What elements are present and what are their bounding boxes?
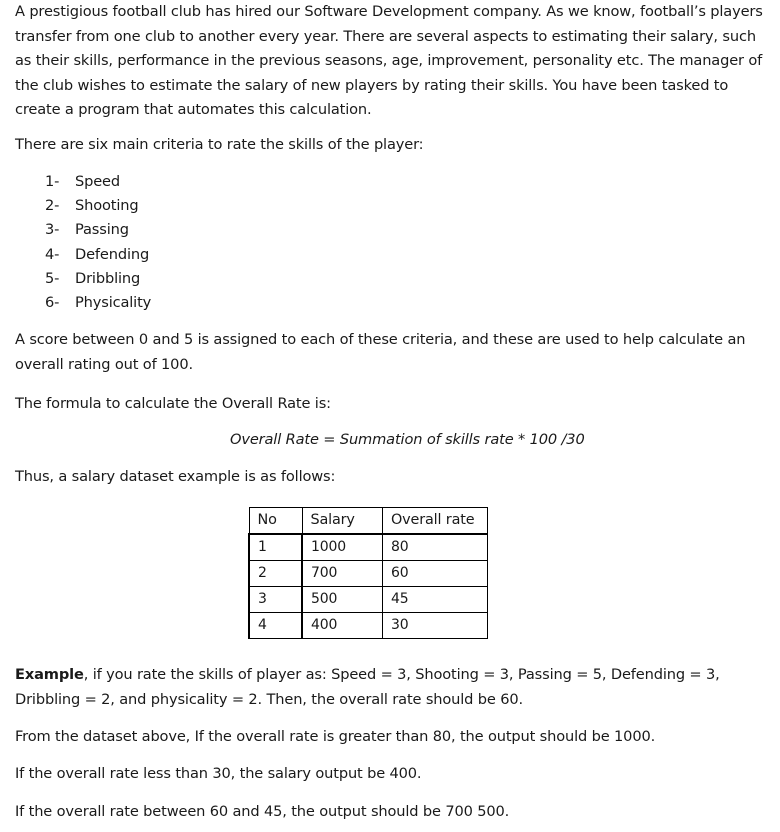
- criteria-label: Speed: [75, 173, 120, 190]
- criteria-number: 1-: [45, 173, 60, 190]
- table-row: [249, 561, 488, 587]
- formula-intro: The formula to calculate the Overall Rate is:: [15, 395, 331, 412]
- criteria-number: 3-: [45, 221, 60, 239]
- cell-no: 4: [249, 613, 302, 639]
- formula: Overall Rate = Summation of skills rate * 100 /30: [230, 431, 585, 448]
- criteria-label: Physicality: [75, 293, 152, 311]
- header-overall-rate: Overall rate: [383, 508, 488, 535]
- criteria-list: [45, 170, 151, 315]
- rule-between-60-45: If the overall rate between 60 and 45, the output should be 700 500.: [15, 803, 510, 820]
- criteria-item-shooting: [45, 194, 151, 218]
- criteria-item-speed: [45, 170, 151, 194]
- criteria-number: 5-: [45, 269, 60, 287]
- table-row: [249, 534, 488, 561]
- table-header-row: [249, 508, 488, 535]
- score-paragraph: A score between 0 and 5 is assigned to each of these criteria, and these are used to help calculate an overall rating out of 100.: [15, 331, 746, 373]
- salary-dataset-table: [248, 507, 488, 639]
- cell-overall-rate: 60: [383, 561, 488, 587]
- intro-paragraph: A prestigious football club has hired our Software Development company. As we know, football’s players transfer from one club to another every year. There are several aspects to estimating their salary, such as their skills, performance in the previous seasons, age, improvement, personality etc. The manager of the club wishes to estimate the salary of new players by rating their skills. You have been tasked to create a program that automates this calculation.: [15, 3, 763, 118]
- header-no: No: [249, 508, 302, 535]
- cell-salary: 700: [302, 561, 383, 587]
- cell-no: 1: [249, 534, 302, 561]
- cell-salary: 1000: [302, 534, 383, 561]
- example-paragraph: [15, 663, 773, 712]
- rule-less-than-30: If the overall rate less than 30, the salary output be 400.: [15, 765, 422, 782]
- cell-no: 3: [249, 587, 302, 613]
- table-row: [249, 587, 488, 613]
- criteria-number: 2-: [45, 197, 60, 215]
- criteria-item-physicality: [45, 291, 151, 315]
- criteria-intro: There are six main criteria to rate the skills of the player:: [15, 136, 424, 153]
- criteria-number: 6-: [45, 293, 60, 311]
- cell-no: 2: [249, 561, 302, 587]
- criteria-label: Dribbling: [75, 269, 141, 287]
- example-body: , if you rate the skills of player as: Speed = 3, Shooting = 3, Passing = 5, Defending = 3, Dribbling = 2, and physicality = 2. Then, the overall rate should be 60.: [15, 666, 720, 708]
- rule-greater-than-80: From the dataset above, If the overall rate is greater than 80, the output should be 1000.: [15, 728, 656, 745]
- example-label: Example: [15, 666, 84, 683]
- dataset-intro: Thus, a salary dataset example is as follows:: [15, 468, 336, 485]
- cell-overall-rate: 30: [383, 613, 488, 639]
- criteria-label: Defending: [75, 245, 150, 263]
- cell-overall-rate: 45: [383, 587, 488, 613]
- criteria-item-passing: [45, 218, 151, 242]
- criteria-number: 4-: [45, 245, 60, 263]
- criteria-label: Passing: [75, 221, 129, 239]
- cell-overall-rate: 80: [383, 534, 488, 561]
- criteria-item-dribbling: [45, 267, 151, 291]
- cell-salary: 500: [302, 587, 383, 613]
- criteria-label: Shooting: [75, 197, 139, 215]
- table-row: [249, 613, 488, 639]
- criteria-item-defending: [45, 243, 151, 267]
- cell-salary: 400: [302, 613, 383, 639]
- header-salary: Salary: [302, 508, 383, 535]
